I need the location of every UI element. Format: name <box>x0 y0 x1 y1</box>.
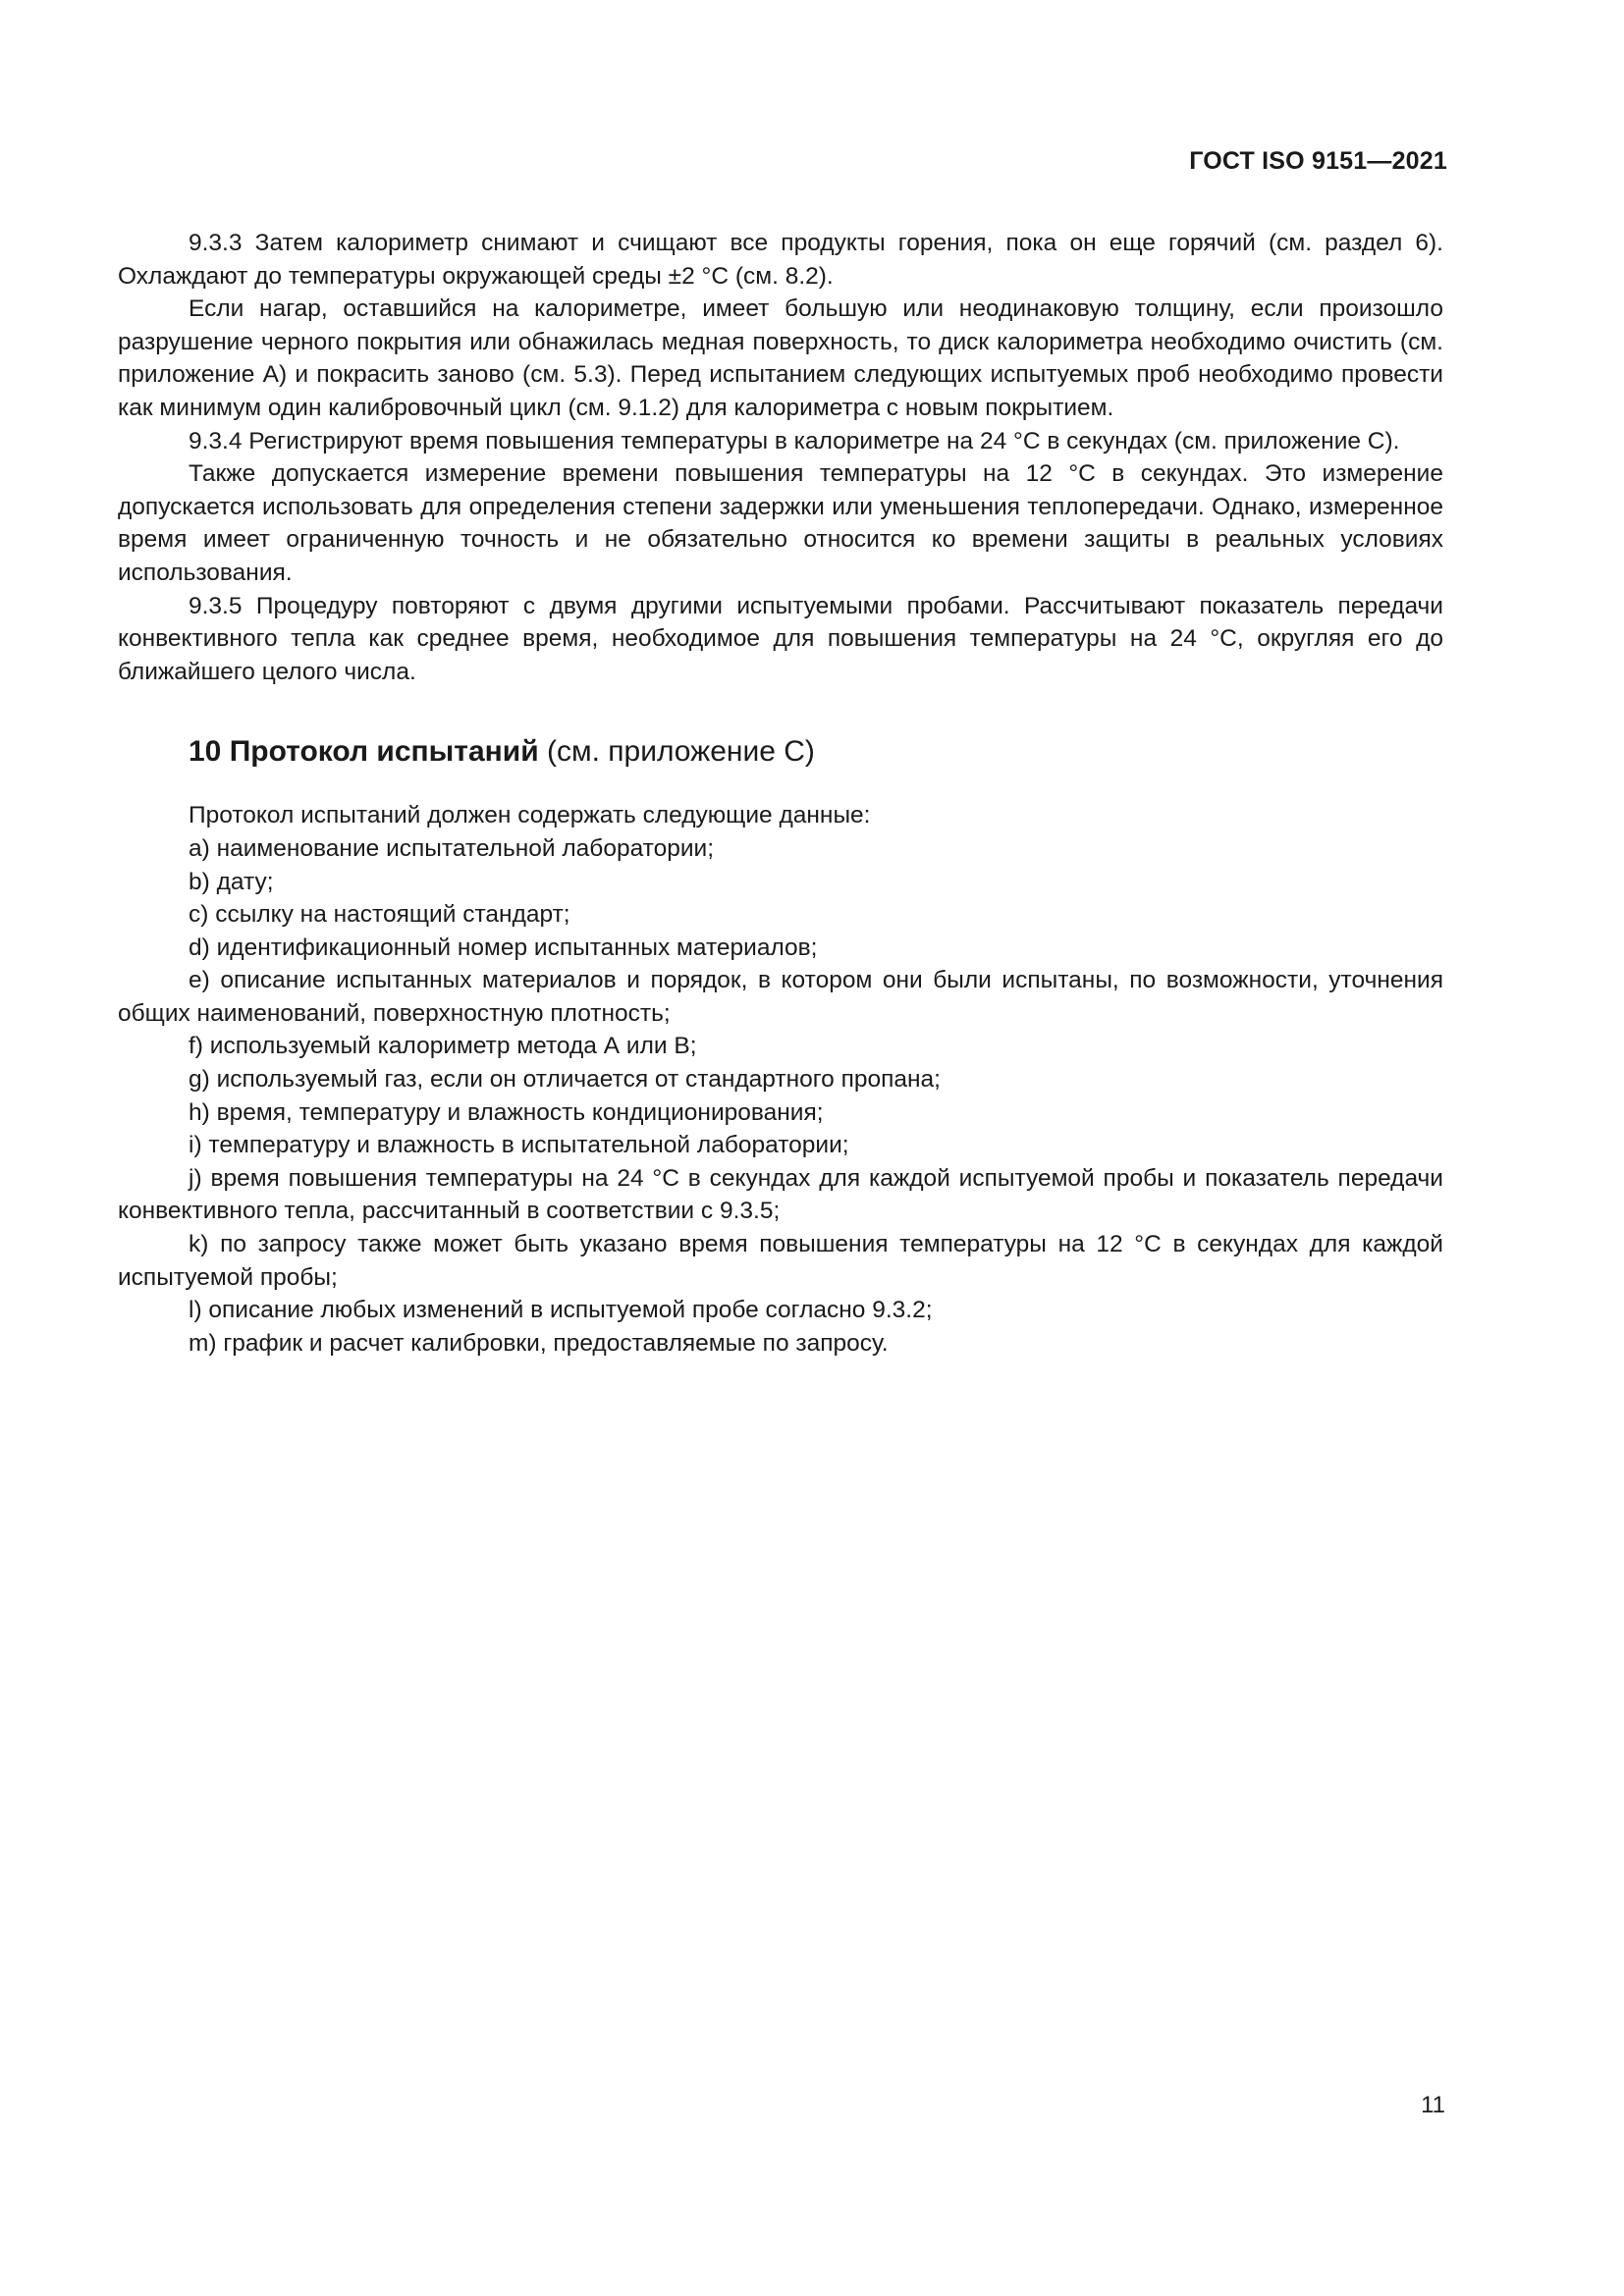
list-item: a) наименование испытательной лаборатории; <box>189 834 715 862</box>
section-title-bold: 10 Протокол испытаний <box>189 735 539 769</box>
section-title-rest: (см. приложение С) <box>538 735 815 769</box>
list-item: h) время, температуру и влажность кондиционирования; <box>189 1098 824 1126</box>
paragraph-soot: Если нагар, оставшийся на калориметре, имеет большую или неодинаковую толщину, если произошло разрушение черного покрытия или обнажилась медная поверхность, то диск калориметра необходимо очистить (см. приложение А) и покрасить заново (см. 5.3). Перед испытанием следующих испытуемых проб необходимо провести как минимум один калибровочный цикл (см. 9.1.2) для калориметра с новым покрытием. <box>118 295 1443 421</box>
list-item: i) температуру и влажность в испытательной лаборатории; <box>189 1132 849 1159</box>
paragraph-9-3-5: 9.3.5 Процедуру повторяют с двумя другими испытуемыми пробами. Рассчитывают показатель передачи конвективного тепла как среднее время, необходимое для повышения температуры на 24 °С, округляя его до ближайшего целого числа. <box>118 592 1443 685</box>
page-number: 11 <box>1421 2092 1445 2118</box>
paragraph-9-3-3: 9.3.3 Затем калориметр снимают и счищают все продукты горения, пока он еще горячий (см. раздел 6). Охлаждают до температуры окружающей среды ±2 °С (см. 8.2). <box>118 230 1443 290</box>
list-item: m) график и расчет калибровки, предоставляемые по запросу. <box>189 1329 889 1357</box>
list-item: j) время повышения температуры на 24 °С в секундах для каждой испытуемой пробы и показатель передачи конвективного тепла, рассчитанный в соответствии с 9.3.5; <box>118 1164 1443 1225</box>
paragraph-12c: Также допускается измерение времени повышения температуры на 12 °С в секундах. Это измерение допускается использовать для определения степени задержки или уменьшения теплопередачи. Однако, измеренное время имеет ограниченную точность и не обязательно относится ко времени защиты в реальных условиях использования. <box>118 460 1443 586</box>
list-item: c) ссылку на настоящий стандарт; <box>189 901 570 929</box>
list-item: k) по запросу также может быть указано время повышения температуры на 12 °С в секундах для каждой испытуемой пробы; <box>118 1231 1443 1291</box>
list-item: b) дату; <box>189 868 274 895</box>
section-heading <box>189 732 1443 772</box>
page-body <box>118 227 1443 1360</box>
report-intro: Протокол испытаний должен содержать следующие данные: <box>189 802 871 829</box>
list-item: l) описание любых изменений в испытуемой пробе согласно 9.3.2; <box>189 1297 933 1324</box>
list-item: d) идентификационный номер испытанных материалов; <box>189 934 818 961</box>
paragraph-9-3-4: 9.3.4 Регистрируют время повышения температуры в калориметре на 24 °С в секундах (см. приложение С). <box>189 427 1400 454</box>
document-header: ГОСТ ISO 9151—2021 <box>1189 147 1447 175</box>
list-item: g) используемый газ, если он отличается от стандартного пропана; <box>189 1066 941 1094</box>
list-item: e) описание испытанных материалов и порядок, в котором они были испытаны, по возможности, уточнения общих наименований, поверхностную плотность; <box>118 967 1443 1027</box>
list-item: f) используемый калориметр метода А или В; <box>189 1033 697 1060</box>
